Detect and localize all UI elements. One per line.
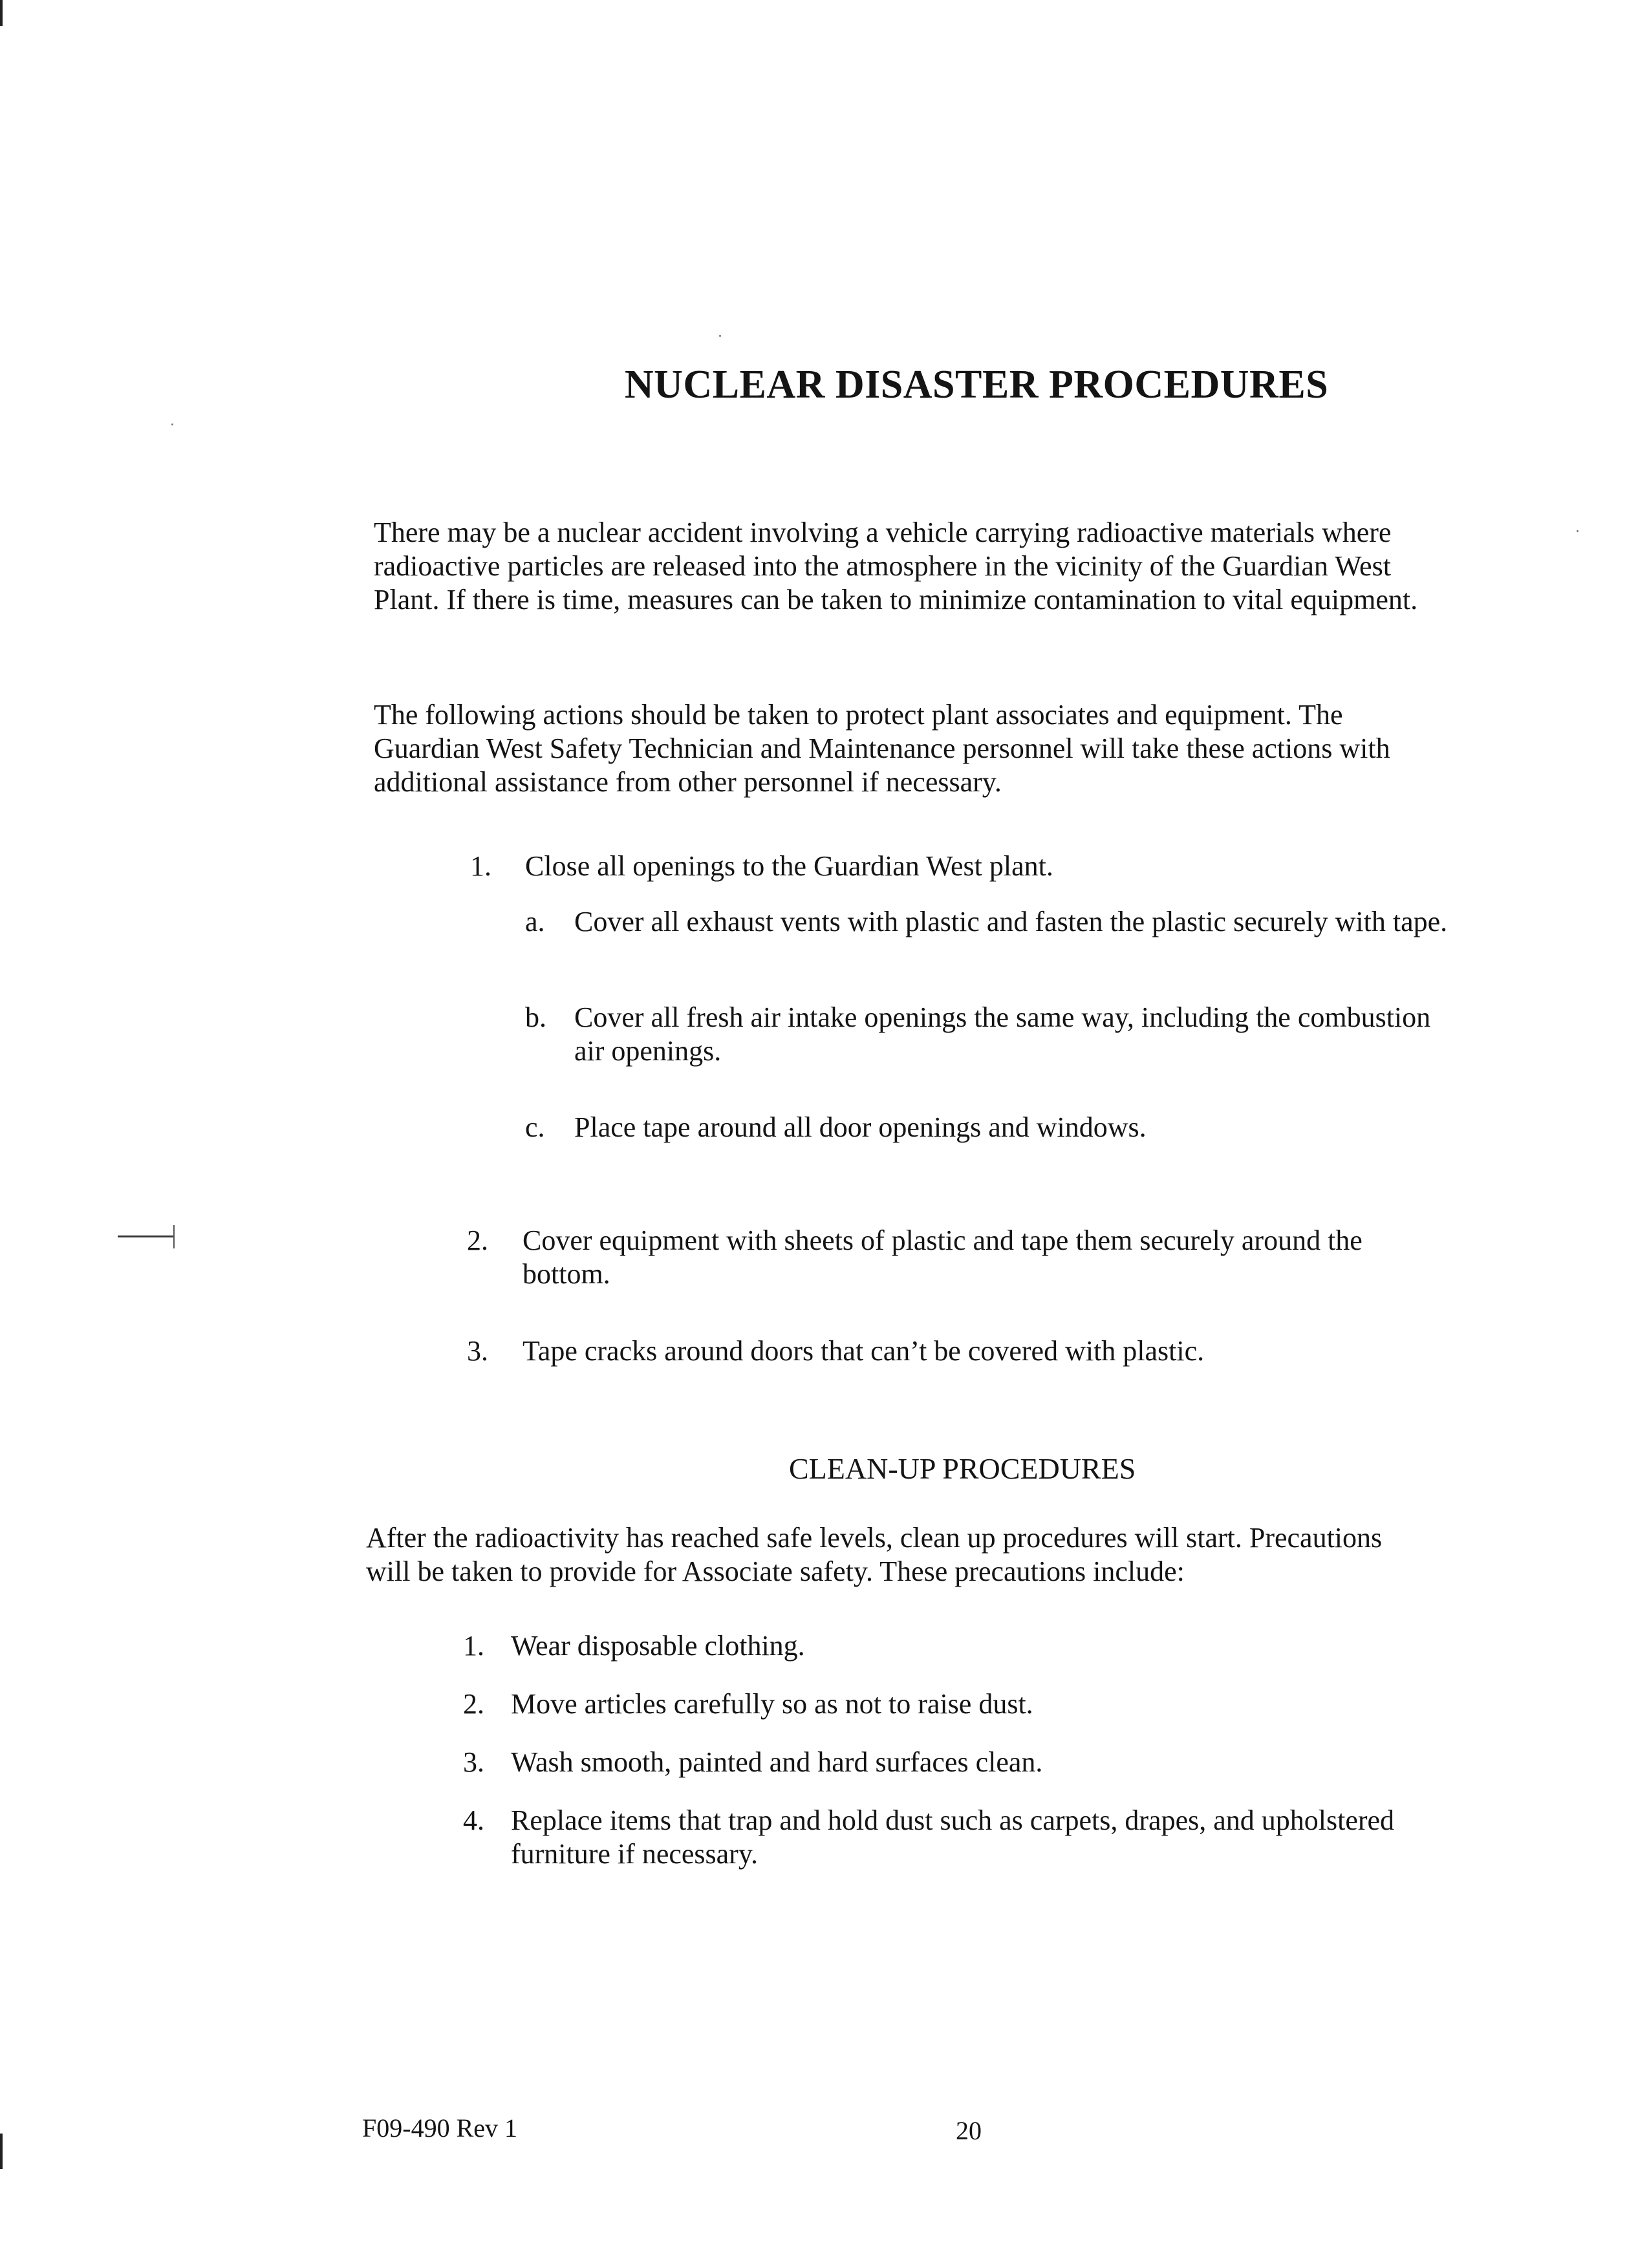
step-text: Close all openings to the Guardian West plant. bbox=[525, 850, 1053, 882]
substep-line: Cover all fresh air intake openings the same way, including the combustion bbox=[574, 1001, 1431, 1033]
intro-line: Plant. If there is time, measures can be taken to minimize contamination to vital equipment. bbox=[374, 584, 1418, 615]
substep-text bbox=[574, 1001, 1430, 1068]
actions-line: Guardian West Safety Technician and Maintenance personnel will take these actions with bbox=[374, 733, 1390, 764]
precaution-line: furniture if necessary. bbox=[511, 1838, 758, 1870]
step-line: Cover equipment with sheets of plastic and tape them securely around the bbox=[523, 1225, 1363, 1256]
scan-edge-mark bbox=[0, 0, 3, 26]
cleanup-heading: CLEAN-UP PROCEDURES bbox=[789, 1452, 1136, 1485]
step-text bbox=[523, 1224, 1363, 1291]
precaution-line: Replace items that trap and hold dust such as carpets, drapes, and upholstered bbox=[511, 1804, 1395, 1836]
actions-line: additional assistance from other personnel if necessary. bbox=[374, 766, 1002, 798]
step-number: 2. bbox=[467, 1225, 488, 1256]
precaution-number: 2. bbox=[463, 1688, 484, 1720]
scan-edge-mark bbox=[0, 2134, 3, 2169]
substep-line: air openings. bbox=[574, 1035, 722, 1067]
actions-paragraph bbox=[374, 698, 1390, 799]
precaution-number: 1. bbox=[463, 1630, 484, 1662]
page-number: 20 bbox=[956, 2116, 982, 2145]
step-number: 3. bbox=[467, 1335, 488, 1367]
substep-letter: b. bbox=[525, 1001, 546, 1033]
cleanup-intro-line: After the radioactivity has reached safe levels, clean up procedures will start. Precautions bbox=[366, 1522, 1383, 1554]
step-text: Tape cracks around doors that can’t be covered with plastic. bbox=[523, 1335, 1205, 1367]
step-line: bottom. bbox=[523, 1258, 610, 1290]
margin-rule bbox=[118, 1236, 173, 1237]
intro-line: There may be a nuclear accident involving a vehicle carrying radioactive materials where bbox=[374, 517, 1392, 548]
margin-tick bbox=[173, 1225, 175, 1248]
substep-text: Cover all exhaust vents with plastic and fasten the plastic securely with tape. bbox=[574, 906, 1448, 937]
substep-text: Place tape around all door openings and windows. bbox=[574, 1111, 1147, 1143]
intro-line: radioactive particles are released into the atmosphere in the vicinity of the Guardian West bbox=[374, 550, 1391, 582]
precaution-number: 3. bbox=[463, 1746, 484, 1778]
precaution-text: Wash smooth, painted and hard surfaces clean. bbox=[511, 1746, 1043, 1778]
actions-line: The following actions should be taken to protect plant associates and equipment. The bbox=[374, 699, 1343, 731]
scan-speck bbox=[171, 423, 173, 425]
precaution-text bbox=[511, 1804, 1394, 1871]
form-code: F09-490 Rev 1 bbox=[362, 2113, 517, 2143]
scan-speck bbox=[1577, 530, 1579, 532]
scan-speck bbox=[719, 335, 721, 337]
intro-paragraph bbox=[374, 516, 1417, 617]
precaution-text: Wear disposable clothing. bbox=[511, 1630, 805, 1662]
precaution-text: Move articles carefully so as not to raise dust. bbox=[511, 1688, 1033, 1720]
precaution-number: 4. bbox=[463, 1804, 484, 1836]
step-number: 1. bbox=[470, 850, 491, 882]
cleanup-intro-line: will be taken to provide for Associate safety. These precautions include: bbox=[366, 1556, 1185, 1587]
cleanup-intro-paragraph bbox=[366, 1521, 1382, 1589]
substep-letter: a. bbox=[525, 906, 545, 937]
substep-letter: c. bbox=[525, 1111, 545, 1143]
page-title: NUCLEAR DISASTER PROCEDURES bbox=[624, 363, 1329, 407]
